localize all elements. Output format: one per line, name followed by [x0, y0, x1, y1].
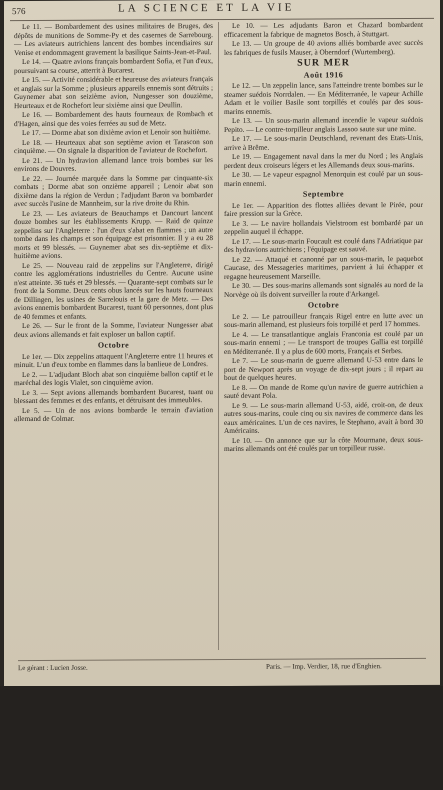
chronology-entry: Le 30. — Des sous-marins allemands sont signalés au nord de la Norvège où ils doivent surveiller la route d'Arkangel.	[224, 279, 423, 299]
footer-publisher: Le gérant : Lucien Josse.	[18, 663, 88, 673]
chronology-entry: Le 1er. — Dix zeppelins attaquent l'Angleterre entre 11 heures et minuit. L'un d'eux tombe en flammes dans la banlieue de Londres.	[14, 350, 213, 370]
column-divider	[218, 22, 219, 650]
chronology-entry: Le 22. — Journée marquée dans la Somme par cinquante-six combats ; Dorme abat son onzième appareil ; Lenoir abat son dixième dans la région de Verdun ; l'adjudant Baron va bombarder avec succès l'usine de Mannheim, sur la rive droite du Rhin.	[14, 172, 213, 209]
chronology-entry: Le 17. — Dorme abat son dixième avion et Lenoir son huitième.	[22, 127, 211, 138]
chronology-entry: Le 7. — Le sous-marin de guerre allemand U-53 entre dans le port de Newport après un voyage de dix-sept jours ; il repart au bout de quelques heures.	[224, 354, 423, 382]
section-heading: Octobre	[307, 300, 340, 310]
running-header	[10, 0, 434, 21]
chronology-entry: Le 4. — Le transatlantique anglais Franconia est coulé par un sous-marin ennemi ; — Le transport de troupes Gallia est torpillé en Méditerranée. Il y a plus de 600 morts, Français et Serbes.	[224, 328, 423, 356]
chronology-entry: Le 2. — L'adjudant Bloch abat son cinquième ballon captif et le maréchal des logis Vialet, son cinquième avion.	[14, 368, 213, 388]
left-column	[14, 22, 213, 425]
chronology-entry: Le 19. — Engagement naval dans la mer du Nord ; les Anglais perdent deux croiseurs légers et les Allemands deux sous-marins.	[224, 150, 423, 170]
chronology-entry: Le 12. — Un zeppelin lance, sans l'atteindre trente bombes sur le steamer suédois Norrdalen. — En Méditerranée, le vapeur Achille Adam et le voilier Basile sont torpillés et coulés par des sous-marins ennemis.	[224, 79, 423, 116]
chronology-entry: Le 14. — Quatre avions français bombardent Sofia, et l'un d'eux, poursuivant sa course, atterrit à Bucarest.	[14, 56, 213, 75]
page-footer	[18, 658, 426, 673]
chronology-entry: Le 23. — Les aviateurs de Beauchamps et Dancourt lancent douze bombes sur les établissements Krupp. — Raid de quinze zeppelins sur l'Angleterre : l'un d'eux s'abat en flammes ; un autre tombe dans les champs et son équipage est prisonnier. Il y a eu 28 morts et 99 blessés. — Guynemer abat ses dix-septième et dix-huitième avions.	[14, 207, 213, 261]
chronology-entry: Le 9. — Le sous-marin allemand U-53, aidé, croit-on, de deux autres sous-marins, coule cinq ou six navires de commerce dans les eaux américaines. L'un de ces navires, le Stephano, avait à bord 30 Américains.	[224, 399, 423, 435]
chronology-entry: Le 2. — Le patrouilleur français Rigel entre en lutte avec un sous-marin allemand, est plusieurs fois torpillé et perd 17 hommes.	[224, 310, 423, 329]
chronology-entry: Le 25. — Nouveau raid de zeppelins sur l'Angleterre, dirigé contre les agglomérations industrielles du Centre. Aucune usine n'est atteinte. 36 tués et 29 blessés. — Quarante-sept combats sur le front de la Somme. Deux cents obus lancés sur les hauts fourneaux de Dillingen, les usines de Sarrelouis et la gare de Metz. — Des avions ennemis bombardent Bucarest, tuant 60 personnes, dont plus de 40 femmes et enfants.	[14, 259, 213, 321]
background-shadow	[0, 686, 443, 790]
chronology-entry: Le 11. — Bombardement des usines militaires de Bruges, des dépôts de munitions de Somme-Py et des casernes de Sarrebourg. — Les aviateurs autrichiens lancent des bombes incendiaires sur Venise et endommagent gravement la basilique Saints-Jean-et-Paul.	[14, 21, 213, 57]
running-title: LA SCIENCE ET LA VIE	[118, 1, 295, 15]
chronology-entry: Le 17. — Le sous-marin Deutschland, revenant des Etats-Unis, arrive à Brême.	[224, 132, 423, 152]
chronology-entry: Le 1er. — Apparition des flottes alliées devant le Pirée, pour faire pression sur la Grèce.	[224, 199, 423, 218]
section-heading: Octobre	[97, 340, 130, 350]
chronology-entry: Le 13. — Un sous-marin allemand incendie le vapeur suédois Pepito. — Le contre-torpilleur anglais Lassoo saute sur une mine.	[224, 114, 423, 134]
chronology-entry: Le 3. — Sept avions allemands bombardent Bucarest, tuant ou blessant des femmes et des enfants, et détruisant des immeubles.	[14, 386, 213, 406]
chronology-entry: Le 30. — Le vapeur espagnol Menorquin est coulé par un sous-marin ennemi.	[224, 168, 423, 188]
page-number: 576	[12, 6, 26, 17]
chronology-entry: Le 22. — Attaqué et canonné par un sous-marin, le paquebot Caucase, des Messageries maritimes, parvient à lui échapper et regagne heureusement Marseille.	[224, 253, 423, 281]
chronology-entry: Le 10. — On annonce que sur la côte Mourmane, deux sous-marins allemands ont été coulés par un torpilleur russe.	[224, 434, 423, 453]
chronology-entry: Le 8. — On mande de Rome qu'un navire de guerre autrichien a sauté devant Pola.	[224, 381, 423, 400]
chronology-entry: Le 13. — Un groupe de 40 avions alliés bombarde avec succès les fabriques de fusils Mauser, à Oberndorf (Wurtemberg).	[224, 37, 423, 57]
chronology-entry: Le 26. — Sur le front de la Somme, l'aviateur Nungesser abat deux avions allemands et fait exploser un ballon captif.	[14, 320, 213, 339]
chronology-entry: Le 21. — Un hydravion allemand lance trois bombes sur les environs de Douvres.	[14, 154, 213, 174]
chronology-entry: Le 3. — Le navire hollandais Vielstroom est bombardé par un zeppelin auquel il échappe.	[224, 217, 423, 236]
chronology-entry: Le 16. — Bombardement des hauts fourneaux de Rombach et d'Hagen, ainsi que des voies ferrées au sud de Metz.	[14, 109, 213, 128]
section-heading: SUR MER	[297, 57, 350, 69]
section-heading: Septembre	[302, 189, 345, 199]
footer-printer: Paris. — Imp. Verdier, 18, rue d'Enghien.	[266, 662, 382, 671]
chronology-entry: Le 5. — Un de nos avions bombarde le terrain d'aviation allemand de Colmar.	[14, 404, 213, 424]
chronology-entry: Le 18. — Heurteaux abat son septième avion et Tarascon son cinquième. — On signale la disparition de l'aviateur de Rochefort.	[14, 136, 213, 156]
chronology-entry: Le 17. — Le sous-marin Foucault est coulé dans l'Adriatique par des hydravions autrichiens ; l'équipage est sauvé.	[224, 235, 423, 254]
right-column	[224, 21, 423, 455]
section-heading: Août 1916	[303, 69, 344, 80]
magazine-page	[4, 0, 440, 687]
chronology-entry: Le 10. — Les adjudants Baron et Chazard bombardent efficacement la fabrique de magnetos Bosch, à Stuttgart.	[224, 19, 423, 39]
chronology-entry: Le 15. — Activité considérable et heureuse des aviateurs français et anglais sur la Somme ; plusieurs appareils ennemis sont détruits ; Guynemer abat son seizième avion, Nungesser son douzième, Heurteaux et de Rochefort leur sixième ainsi que Deullin.	[14, 74, 213, 110]
